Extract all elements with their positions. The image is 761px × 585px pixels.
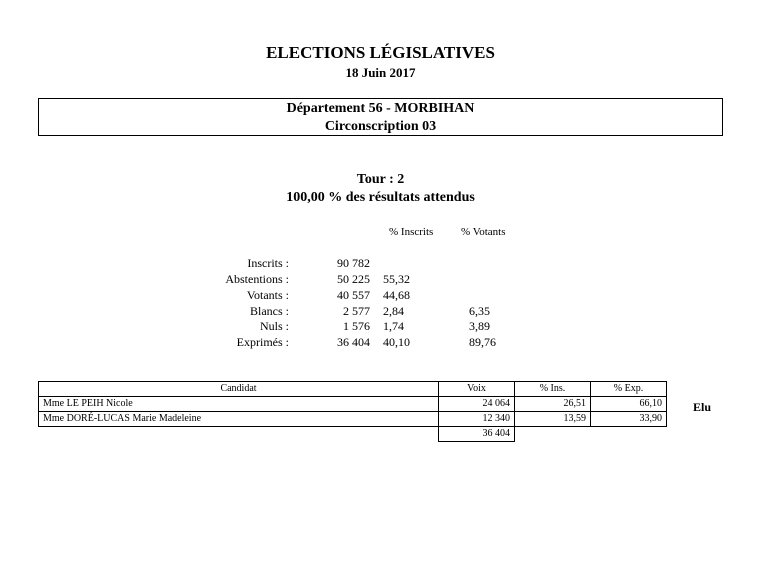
- stat-value-nuls: 1 576: [343, 319, 370, 333]
- stat-label-abstentions: Abstentions :: [225, 272, 289, 286]
- candidate-voix: 24 064: [439, 397, 515, 412]
- page-title: ELECTIONS LÉGISLATIVES: [266, 43, 495, 62]
- stat-pct-inscrits-blancs: 2,84: [383, 304, 404, 318]
- stat-label-votants: Votants :: [246, 288, 289, 302]
- results-expected: 100,00 % des résultats attendus: [286, 190, 475, 205]
- table-row: [39, 397, 667, 412]
- candidate-voix: 12 340: [439, 412, 515, 427]
- election-date: 18 Juin 2017: [345, 65, 416, 80]
- stat-value-votants: 40 557: [337, 288, 370, 302]
- candidate-pct-ins: 13,59: [515, 412, 591, 427]
- header-pct-exp: % Exp.: [591, 382, 667, 397]
- candidate-pct-exp: 66,10: [591, 397, 667, 412]
- stat-label-exprimes: Exprimés :: [236, 335, 289, 349]
- stat-pct-inscrits-nuls: 1,74: [383, 319, 404, 333]
- candidate-name: Mme DORÉ-LUCAS Marie Madeleine: [39, 412, 439, 427]
- col-header-pct-inscrits: % Inscrits: [389, 226, 434, 238]
- stat-label-blancs: Blancs :: [250, 304, 289, 318]
- header-voix: Voix: [439, 382, 515, 397]
- stat-label-nuls: Nuls :: [259, 319, 289, 333]
- stat-value-inscrits: 90 782: [337, 256, 370, 270]
- results-table: [38, 381, 667, 442]
- candidate-pct-exp: 33,90: [591, 412, 667, 427]
- round-label: Tour : 2: [356, 172, 405, 187]
- stat-pct-inscrits-exprimes: 40,10: [383, 335, 410, 349]
- header-candidat: Candidat: [39, 382, 439, 397]
- header-pct-ins: % Ins.: [515, 382, 591, 397]
- stat-value-blancs: 2 577: [343, 304, 370, 318]
- circonscription-name: Circonscription 03: [324, 119, 437, 134]
- candidate-pct-ins: 26,51: [515, 397, 591, 412]
- col-header-pct-votants: % Votants: [461, 226, 506, 238]
- table-row: [39, 412, 667, 427]
- department-name: Département 56 - MORBIHAN: [286, 101, 475, 116]
- total-voix: 36 404: [439, 427, 515, 442]
- table-header-row: [39, 382, 667, 397]
- table-total-row: [39, 427, 667, 442]
- stat-pct-inscrits-votants: 44,68: [383, 288, 410, 302]
- elected-badge: Elu: [693, 400, 712, 414]
- stat-value-exprimes: 36 404: [337, 335, 370, 349]
- stat-value-abstentions: 50 225: [337, 272, 370, 286]
- stat-label-inscrits: Inscrits :: [247, 256, 289, 270]
- candidate-name: Mme LE PEIH Nicole: [39, 397, 439, 412]
- stat-pct-votants-nuls: 3,89: [469, 319, 490, 333]
- stat-pct-votants-blancs: 6,35: [469, 304, 490, 318]
- stat-pct-inscrits-abstentions: 55,32: [383, 272, 410, 286]
- stat-pct-votants-exprimes: 89,76: [469, 335, 496, 349]
